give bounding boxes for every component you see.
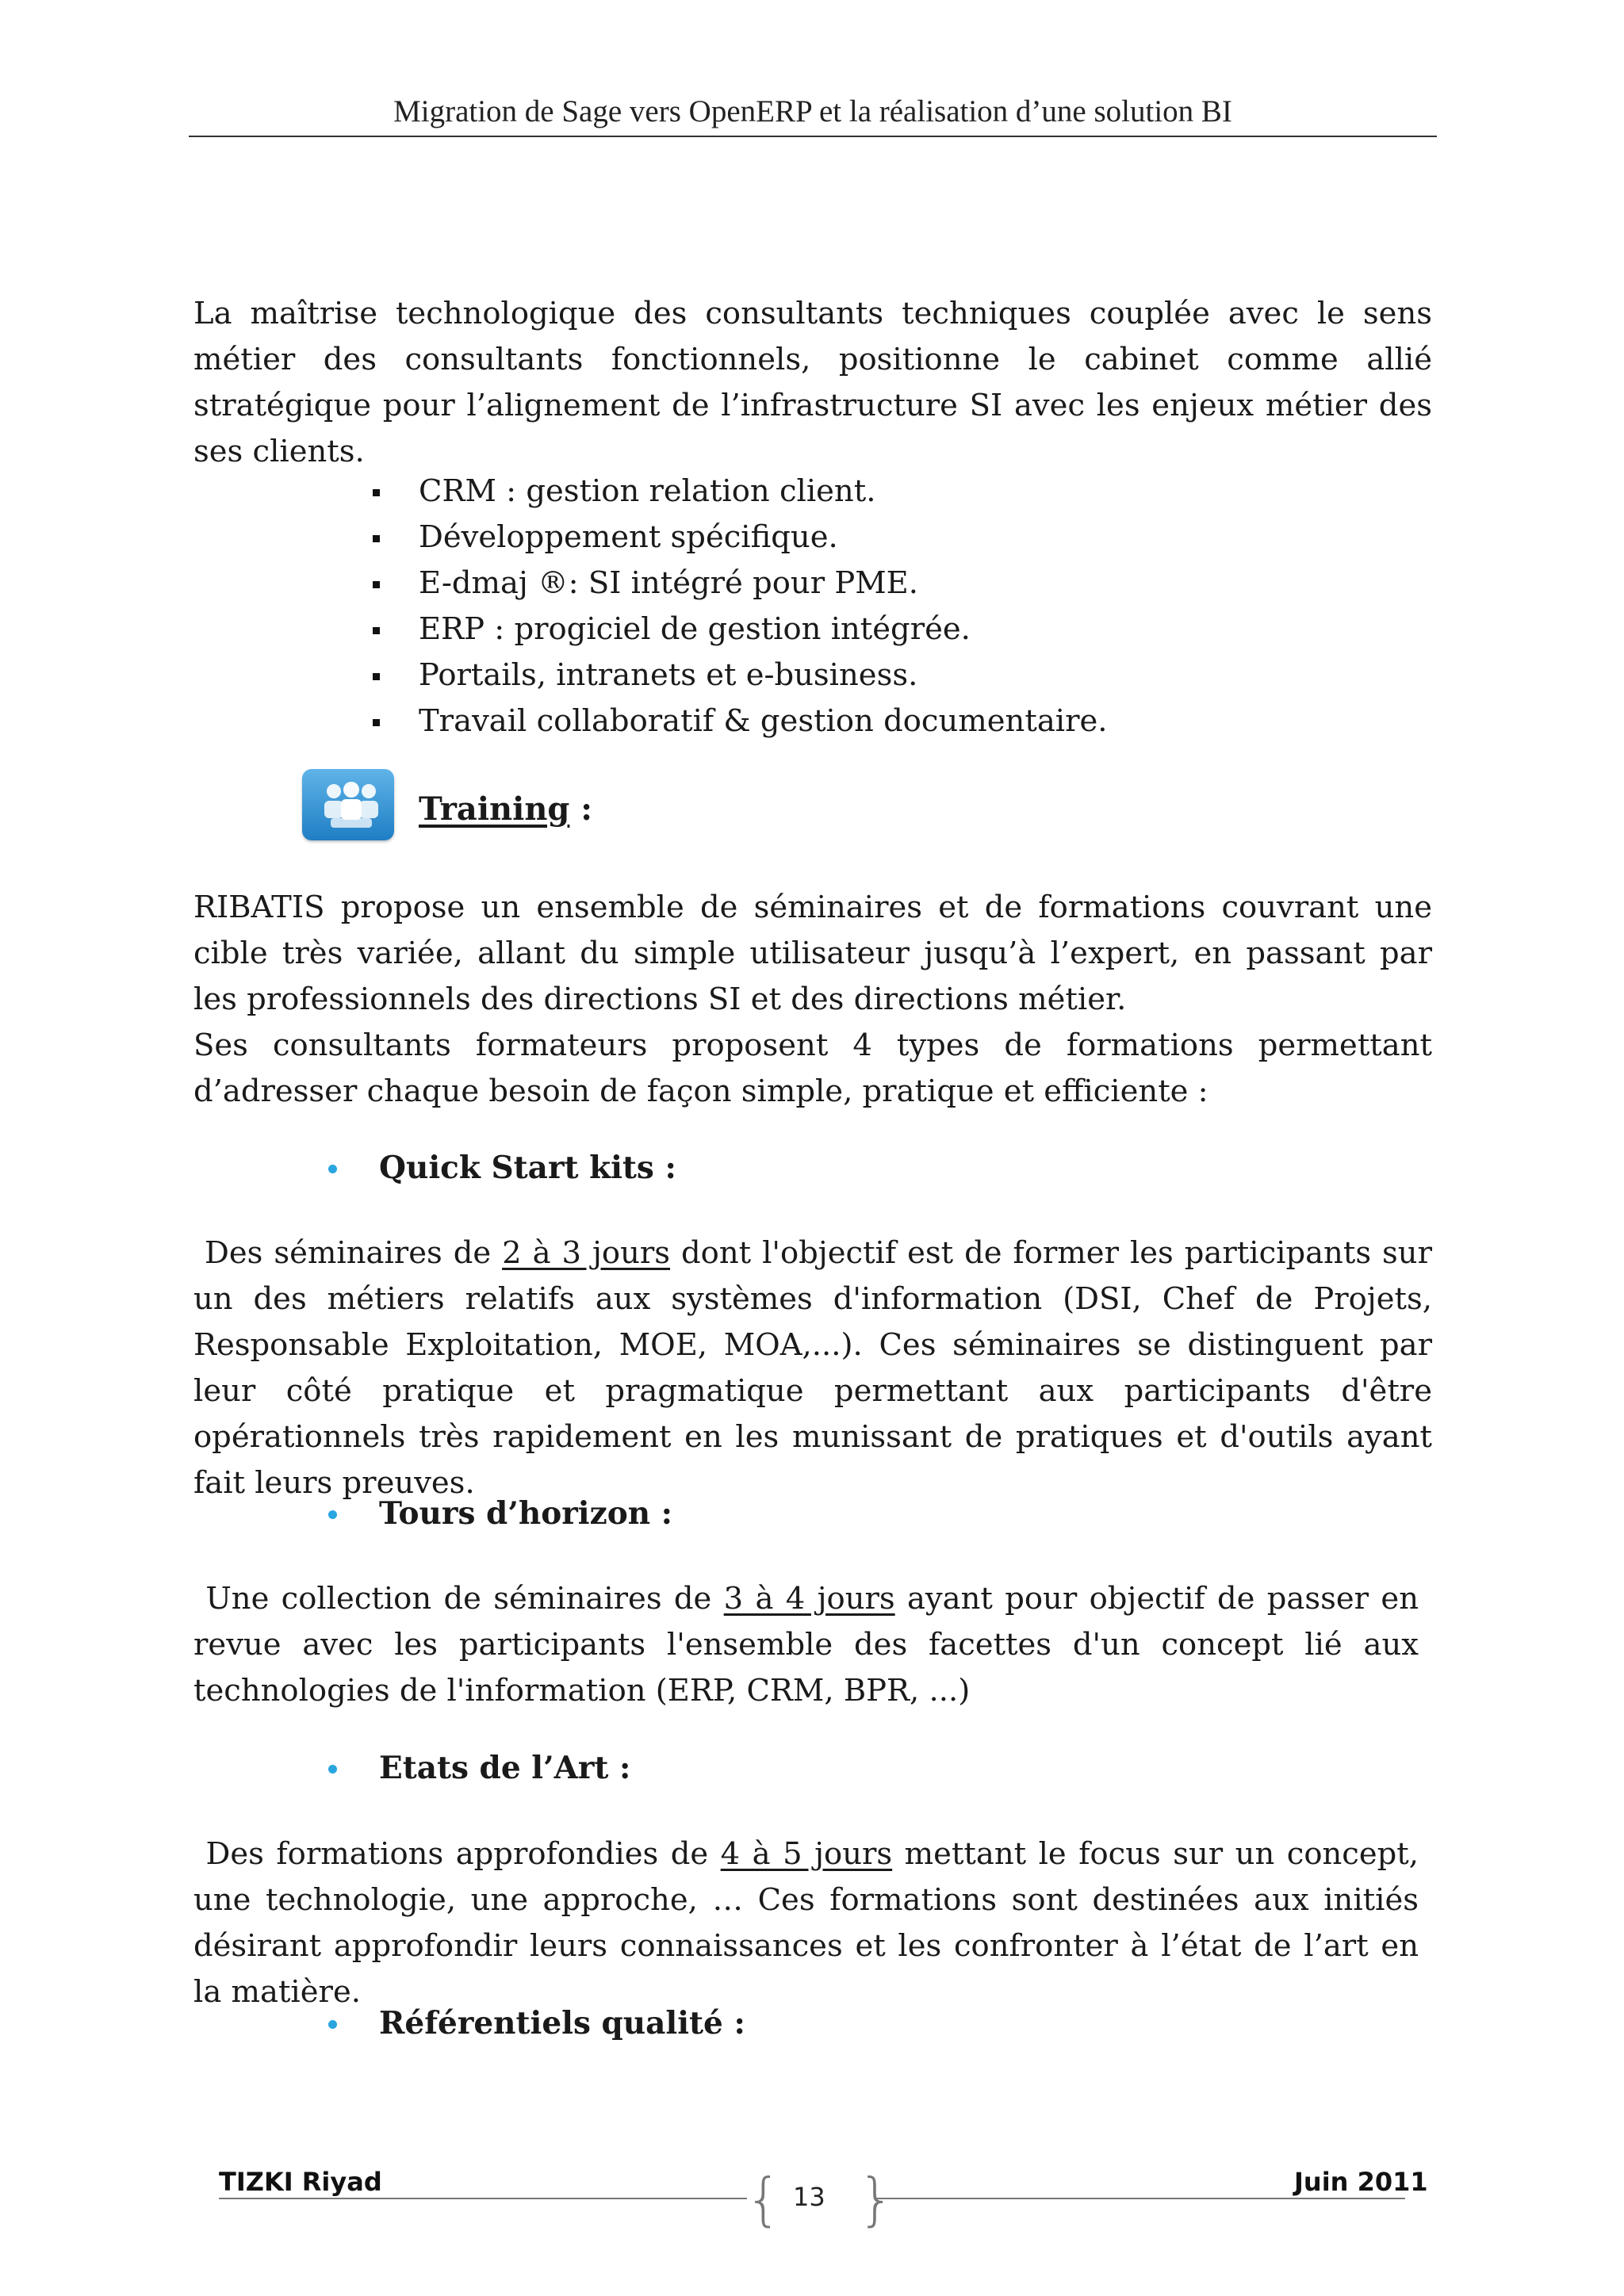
training-heading: Training : <box>419 790 593 828</box>
square-bullet-icon <box>373 581 380 588</box>
section-heading-referentiels: Référentiels qualité : <box>328 2003 695 2043</box>
document-title: Migration de Sage vers OpenERP et la réalisation d’une solution BI <box>393 94 1232 128</box>
footer-date: Juin 2011 <box>1294 2167 1428 2197</box>
section-heading-quick-start: Quick Start kits : <box>328 1148 626 1188</box>
footer-author: TIZKI Riyad <box>219 2167 382 2197</box>
training-people-icon <box>302 769 394 840</box>
page-number: 13 <box>793 2182 825 2212</box>
header-divider <box>189 136 1437 137</box>
round-bullet-icon <box>328 1765 337 1774</box>
round-bullet-icon <box>328 1165 337 1173</box>
training-paragraph-2: Ses consultants formateurs proposent 4 types de formations permettant d’adresser chaque besoin de façon simple, pratique et efficiente : <box>193 1027 1432 1109</box>
list-item: Développement spécifique. <box>370 515 1108 561</box>
etats-paragraph: Des formations approfondies de 4 à 5 jours mettant le focus sur un concept, une technologie, une approche, … Ces formations sont destinées aux initiés désirant approfondir leurs connaissances et les confronter à l’état de l’art en la matière. <box>193 1836 1419 2010</box>
section-heading-tours: Tours d’horizon : <box>328 1494 622 1533</box>
square-bullet-icon <box>373 673 380 680</box>
training-paragraph-1: RIBATIS propose un ensemble de séminaires et de formations couvrant une cible très variée, allant du simple utilisateur jusqu’à l’expert, en passant par les professionnels des directions SI et des directions métier. <box>193 890 1432 1017</box>
footer-divider-right <box>877 2198 1405 2199</box>
services-list <box>370 469 1108 744</box>
left-brace-icon: { <box>745 2166 782 2233</box>
intro-paragraph: La maîtrise technologique des consultants techniques couplée avec le sens métier des consultants fonctionnels, positionne le cabinet comme allié stratégique pour l’alignement de l’infrastructure SI avec les enjeux métier des ses clients. <box>193 296 1432 469</box>
section-heading-etats: Etats de l’Art : <box>328 1748 580 1788</box>
people-group-icon <box>302 769 394 840</box>
square-bullet-icon <box>373 719 380 726</box>
square-bullet-icon <box>373 489 380 496</box>
square-bullet-icon <box>373 627 380 634</box>
list-item: ERP : progiciel de gestion intégrée. <box>370 607 1108 652</box>
list-item: CRM : gestion relation client. <box>370 469 1108 515</box>
tours-paragraph: Une collection de séminaires de 3 à 4 jours ayant pour objectif de passer en revue avec les participants l'ensemble des facettes d'un concept lié aux technologies de l'information (ERP, CRM, BPR, ...) <box>193 1581 1419 1709</box>
round-bullet-icon <box>328 2020 337 2029</box>
round-bullet-icon <box>328 1510 337 1519</box>
footer-divider-left <box>219 2198 747 2199</box>
list-item: Travail collaboratif & gestion documentaire. <box>370 698 1108 744</box>
list-item: E-dmaj ®: SI intégré pour PME. <box>370 561 1108 607</box>
list-item: Portails, intranets et e-business. <box>370 652 1108 698</box>
quick-start-paragraph: Des séminaires de 2 à 3 jours dont l'objectif est de former les participants sur un des métiers relatifs aux systèmes d'information (DSI, Chef de Projets, Responsable Exploitation, MOE, MOA,...). Ces séminaires se distinguent par leur côté pratique et pragmatique permettant aux participants d'être opérationnels très rapidement en les munissant de pratiques et d'outils ayant fait leurs preuves. <box>193 1235 1433 1501</box>
square-bullet-icon <box>373 535 380 542</box>
right-brace-icon: } <box>858 2166 894 2233</box>
